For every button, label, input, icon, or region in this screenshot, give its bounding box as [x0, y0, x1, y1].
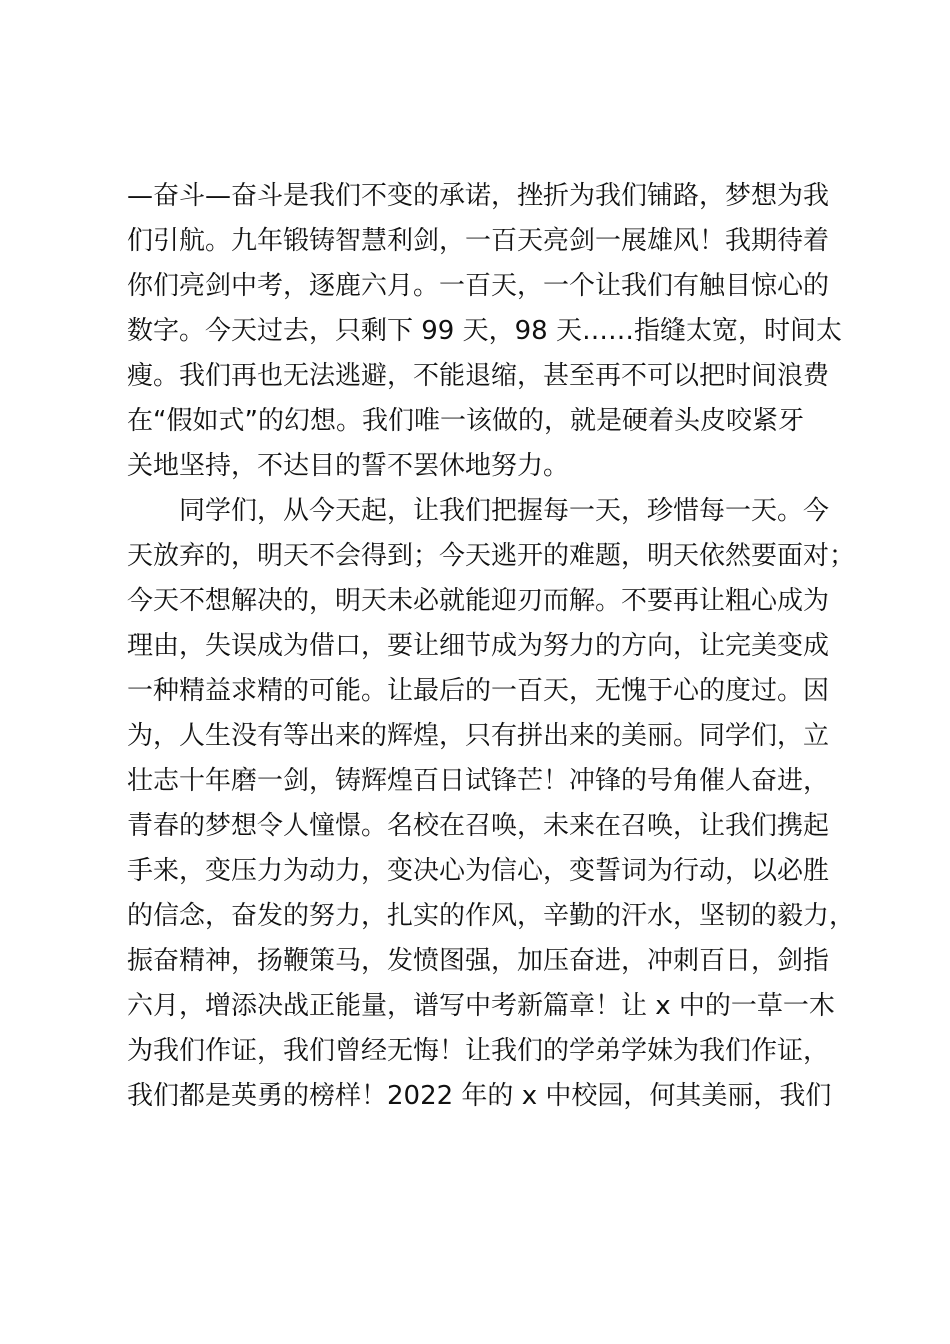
text-line-3: 你们亮剑中考，逐鹿六月。一百天，一个让我们有触目惊心的: [127, 271, 830, 301]
text-line-21: 我们都是英勇的榜样！2022 年的 x 中校园，何其美丽，我们: [127, 1081, 832, 1111]
text-line-10: 今天不想解决的，明天未必就能迎刃而解。不要再让粗心成为: [127, 586, 830, 616]
text-line-20: 为我们作证，我们曾经无悔！让我们的学弟学妹为我们作证，: [127, 1036, 830, 1066]
text-line-4: 数字。今天过去，只剩下 99 天，98 天……指缝太宽，时间太: [127, 316, 842, 346]
text-line-19: 六月，增添决战正能量，谱写中考新篇章！让 x 中的一草一木: [127, 991, 835, 1021]
text-line-2: 们引航。九年锻铸智慧利剑，一百天亮剑一展雄风！我期待着: [127, 226, 830, 256]
body-text: [127, 174, 856, 1119]
text-line-7: 关地坚持，不达目的誓不罢休地努力。: [127, 451, 570, 481]
text-line-17: 的信念，奋发的努力，扎实的作风，辛勤的汗水，坚韧的毅力，: [127, 901, 856, 931]
text-line-14: 壮志十年磨一剑，铸辉煌百日试锋芒！冲锋的号角催人奋进，: [127, 766, 830, 796]
text-line-15: 青春的梦想令人憧憬。名校在召唤，未来在召唤，让我们携起: [127, 811, 830, 841]
paragraph-start-line: 同学们，从今天起，让我们把握每一天，珍惜每一天。今: [179, 496, 830, 526]
text-line-13: 为，人生没有等出来的辉煌，只有拼出来的美丽。同学们，立: [127, 721, 830, 751]
text-line-18: 振奋精神，扬鞭策马，发愤图强，加压奋进，冲刺百日，剑指: [127, 946, 830, 976]
text-line-11: 理由，失误成为借口，要让细节成为努力的方向，让完美变成: [127, 631, 830, 661]
text-line-6: 在“假如式”的幻想。我们唯一该做的，就是硬着头皮咬紧牙: [127, 406, 804, 436]
text-line-1: —奋斗—奋斗是我们不变的承诺，挫折为我们铺路，梦想为我: [127, 181, 830, 211]
text-line-5: 瘦。我们再也无法逃避，不能退缩，甚至再不可以把时间浪费: [127, 361, 830, 391]
text-line-12: 一种精益求精的可能。让最后的一百天，无愧于心的度过。因: [127, 676, 830, 706]
text-line-9: 天放弃的，明天不会得到；今天逃开的难题，明天依然要面对；: [127, 541, 856, 571]
text-line-16: 手来，变压力为动力，变决心为信心，变誓词为行动，以必胜: [127, 856, 830, 886]
